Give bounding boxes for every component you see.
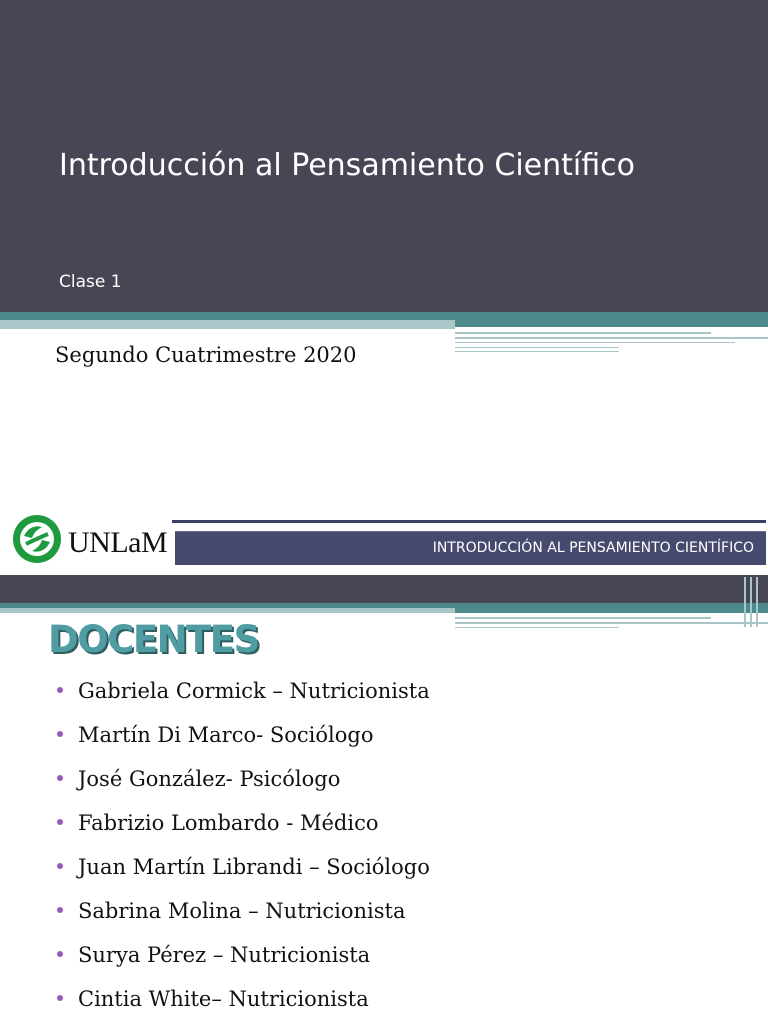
decorative-line: [455, 617, 711, 619]
decorative-line: [756, 577, 758, 627]
decorative-line: [750, 577, 752, 627]
decorative-line: [455, 342, 735, 343]
bullet-icon: [57, 907, 63, 913]
decorative-line: [455, 627, 619, 628]
course-banner-text: INTRODUCCIÓN AL PENSAMIENTO CIENTÍFICO: [432, 540, 754, 556]
bullet-icon: [57, 775, 63, 781]
bullet-icon: [57, 951, 63, 957]
bullet-icon: [57, 731, 63, 737]
accent-stripe-light: [0, 608, 455, 613]
teacher-list: [55, 679, 430, 1031]
section-heading: DOCENTES: [48, 618, 259, 661]
bullet-icon: [57, 819, 63, 825]
bullet-icon: [57, 863, 63, 869]
list-item: [55, 987, 430, 1031]
decorative-line: [455, 351, 619, 352]
teacher-name: Surya Pérez – Nutricionista: [78, 943, 371, 967]
deck-title: Introducción al Pensamiento Científico: [59, 148, 635, 183]
list-item: [55, 943, 430, 987]
header-band: [0, 575, 768, 603]
org-name: UNLaM: [68, 526, 168, 559]
teacher-name: Juan Martín Librandi – Sociólogo: [78, 855, 430, 879]
decorative-line: [744, 577, 746, 627]
list-item: [55, 811, 430, 855]
teacher-name: Martín Di Marco- Sociólogo: [78, 723, 374, 747]
banner-rule: [172, 520, 766, 523]
course-banner: [175, 531, 766, 565]
decorative-line: [455, 332, 711, 334]
decorative-line: [455, 337, 768, 339]
list-item: [55, 723, 430, 767]
bullet-icon: [57, 687, 63, 693]
teacher-name: José González- Psicólogo: [78, 767, 341, 791]
accent-stripe-light: [0, 320, 455, 329]
list-item: [55, 855, 430, 899]
bullet-icon: [57, 995, 63, 1001]
teacher-name: Gabriela Cormick – Nutricionista: [78, 679, 430, 703]
deck-subtitle: Clase 1: [59, 272, 122, 292]
teacher-name: Sabrina Molina – Nutricionista: [78, 899, 406, 923]
term-text: Segundo Cuatrimestre 2020: [55, 343, 357, 367]
list-item: [55, 679, 430, 723]
unlam-logo-icon: [12, 514, 62, 564]
list-item: [55, 899, 430, 943]
decorative-line: [455, 347, 619, 348]
teacher-name: Fabrizio Lombardo - Médico: [78, 811, 379, 835]
teacher-name: Cintia White– Nutricionista: [78, 987, 369, 1011]
docentes-slide: [0, 575, 768, 1024]
list-item: [55, 767, 430, 811]
decorative-line: [455, 622, 768, 624]
